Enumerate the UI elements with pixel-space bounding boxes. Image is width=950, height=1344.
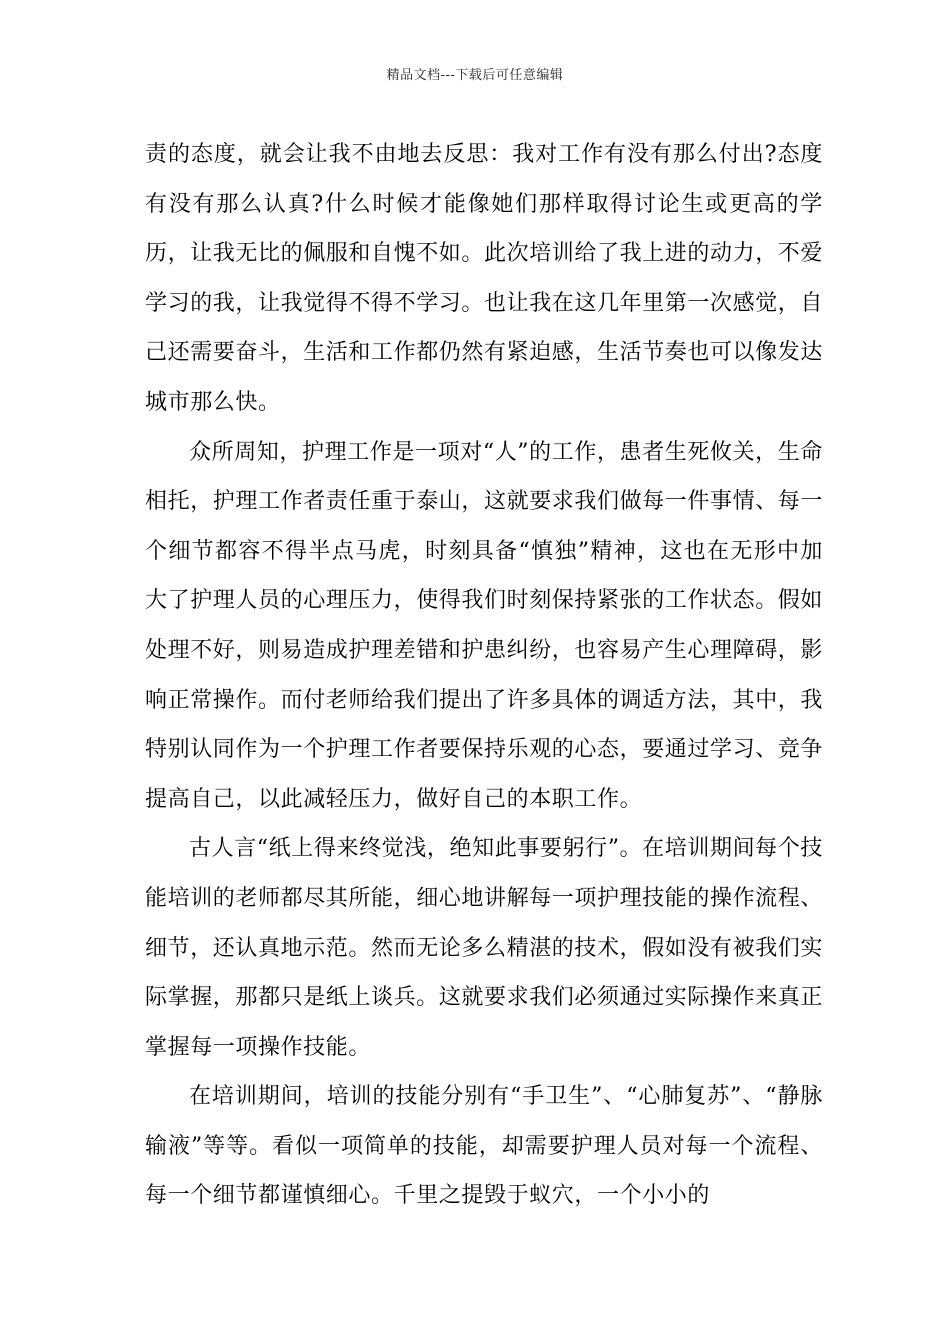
paragraph-practice: 古人言“纸上得来终觉浅，绝知此事要躬行”。在培训期间每个技能培训的老师都尽其所能，细心地讲解每一项护理技能的操作流程、细节，还认真地示范。然而无论多么精湛的技术，假如没有被我们实际掌握，那都只是纸上谈兵。这就要求我们必须通过实际操作来真正掌握每一项操作技能。 [145, 836, 824, 1060]
paragraph-skills: 在培训期间，培训的技能分别有“手卫生”、“心肺复苏”、“静脉输液”等等。看似一项简单的技能，却需要护理人员对每一个流程、每一个细节都谨慎细心。千里之提毁于蚁穴，一个小小的 [145, 1084, 823, 1209]
page-header: 精品文档---下载后可任意编辑 [386, 68, 564, 83]
document-body [145, 130, 823, 1221]
paragraph-continuation: 责的态度，就会让我不由地去反思：我对工作有没有那么付出?态度有没有那么认真?什么时候才能像她们那样取得讨论生或更高的学历，让我无比的佩服和自愧不如。此次培训给了我上进的动力，不爱学习的我，让我觉得不得不学习。也让我在这几年里第一次感觉，自己还需要奋斗，生活和工作都仍然有紧迫感，生活节奏也可以像发达城市那么快。 [145, 142, 824, 415]
paragraph-nursing-pressure: 众所周知，护理工作是一项对“人”的工作，患者生死攸关，生命相托，护理工作者责任重于泰山，这就要求我们做每一件事情、每一个细节都容不得半点马虎，时刻具备“慎独”精神，这也在无形中加大了护理人员的心理压力，使得我们时刻保持紧张的工作状态。假如处理不好，则易造成护理差错和护患纠纷，也容易产生心理障碍，影响正常操作。而付老师给我们提出了许多具体的调适方法，其中，我特别认同作为一个护理工作者要保持乐观的心态，要通过学习、竞争提高自己，以此减轻压力，做好自己的本职工作。 [145, 439, 824, 812]
